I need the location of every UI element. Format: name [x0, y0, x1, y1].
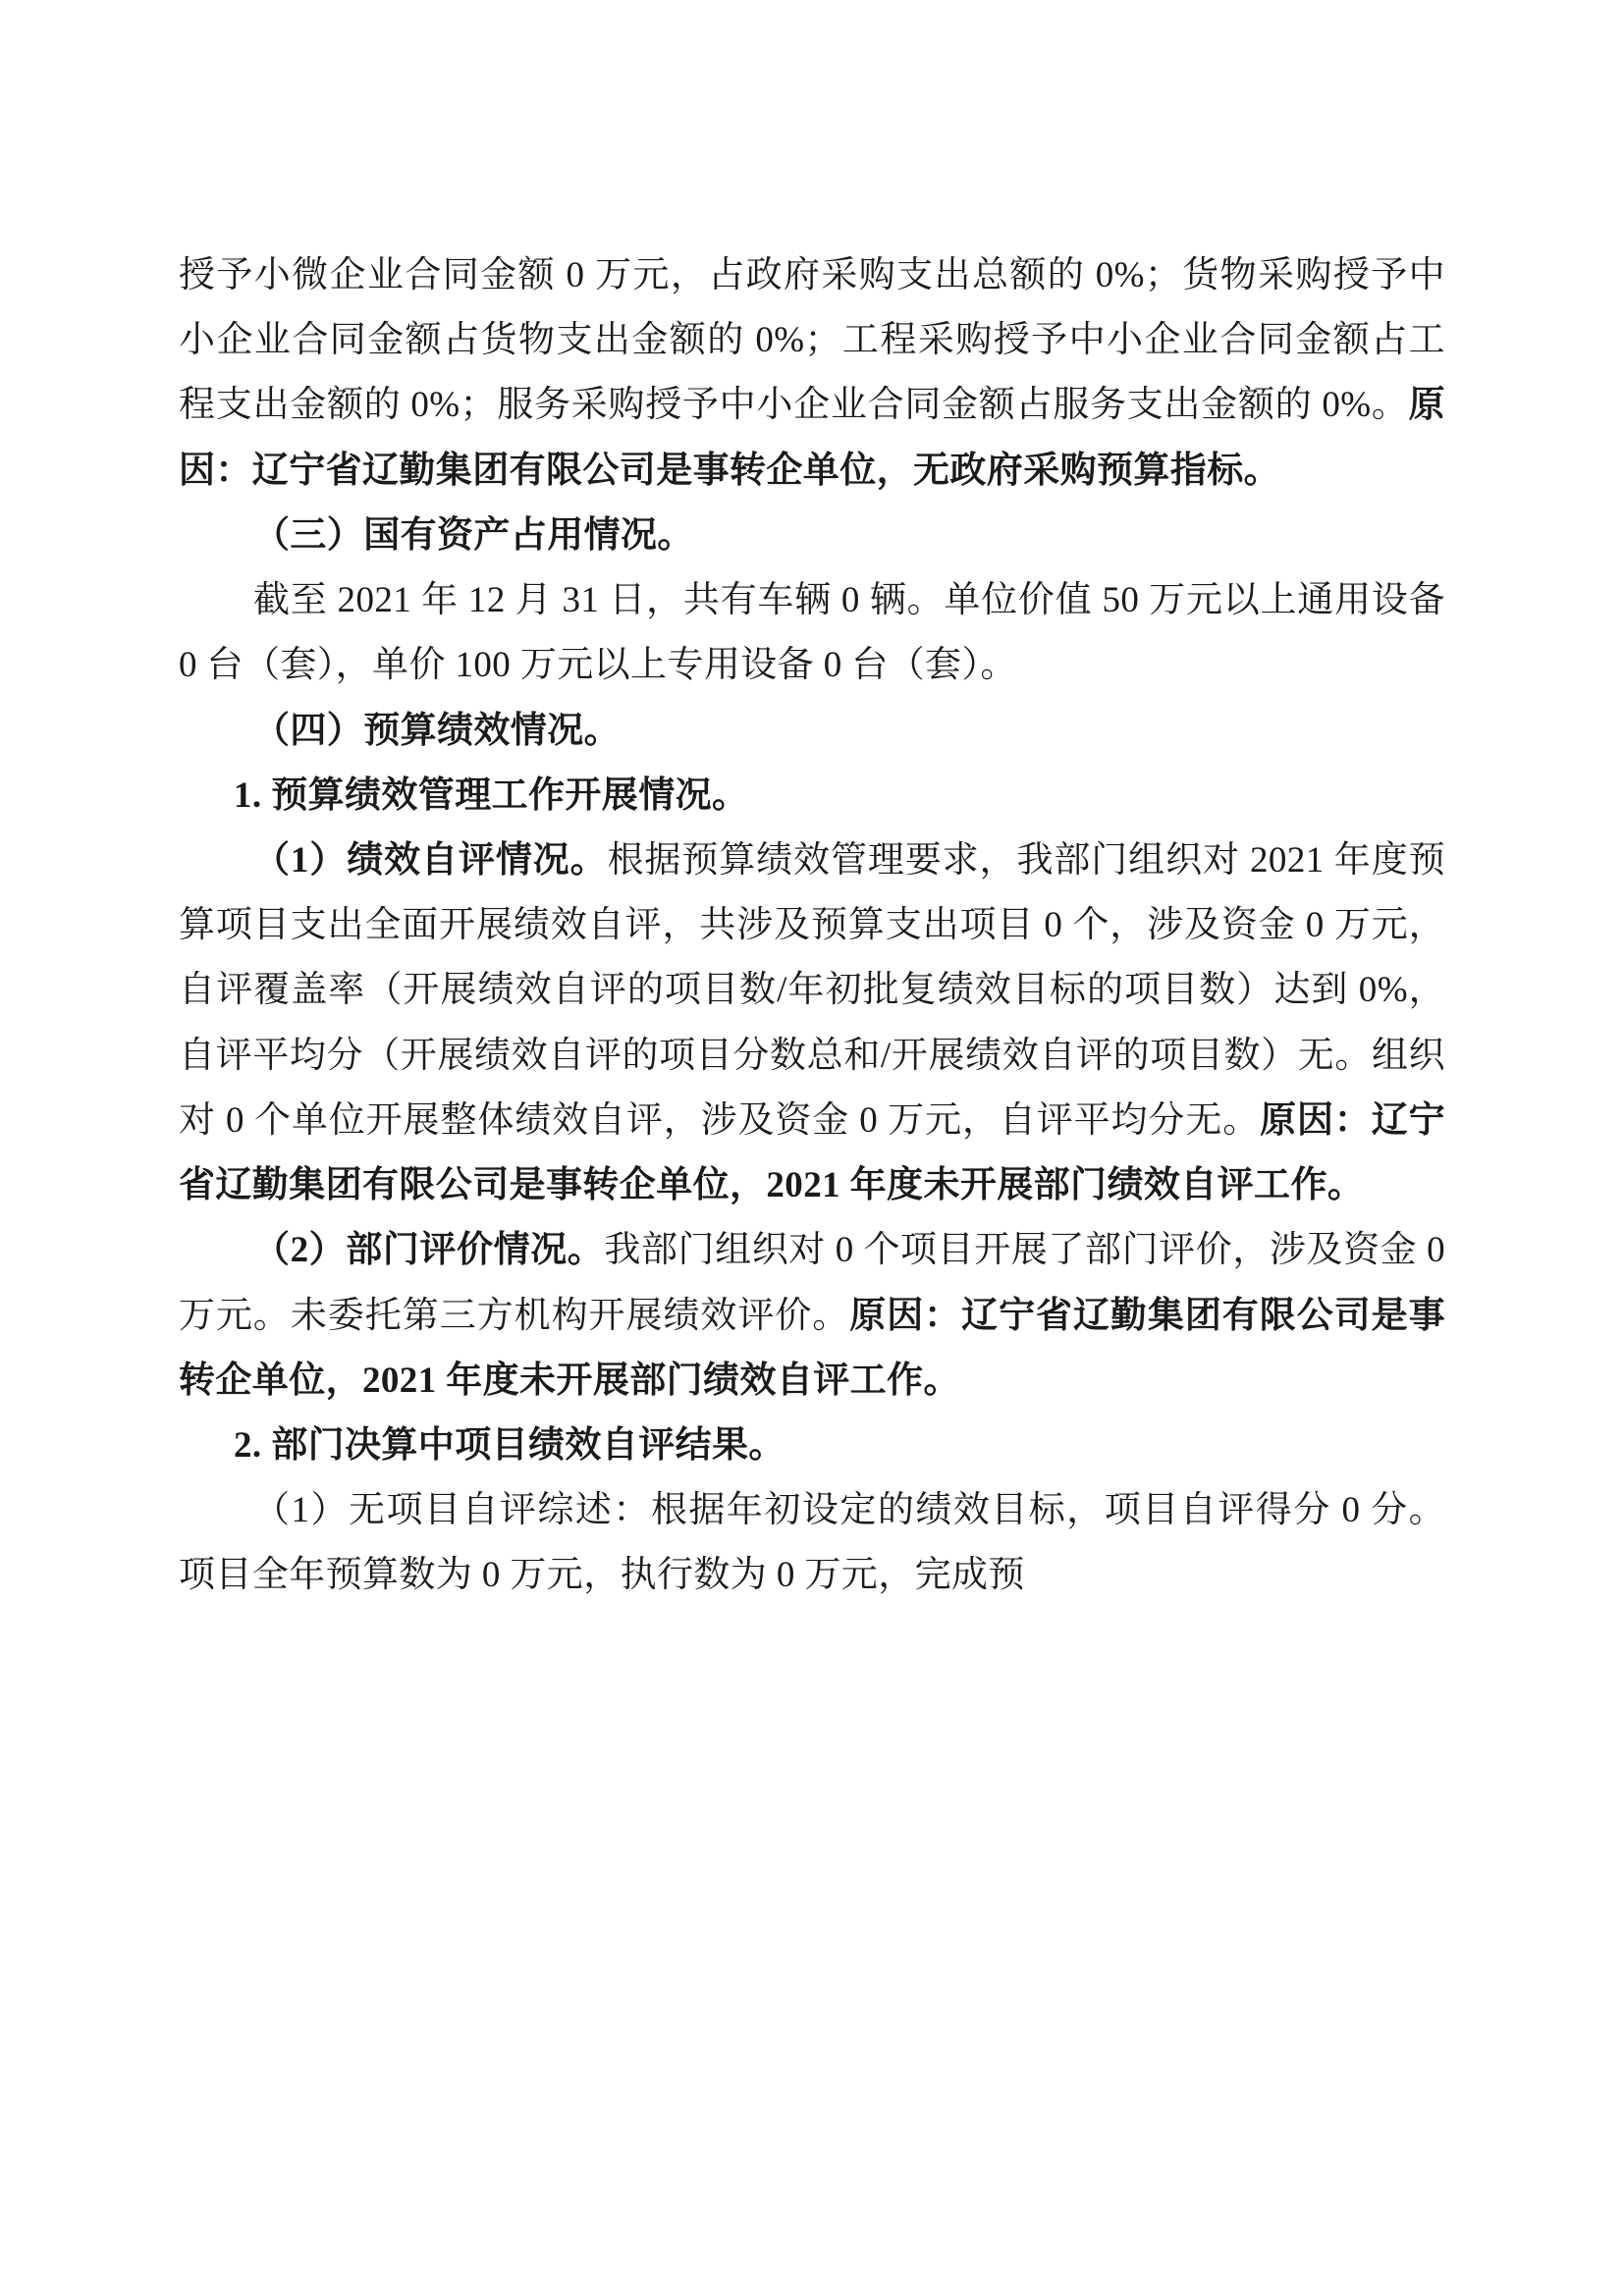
- paragraph-p3: [179, 568, 1445, 698]
- paragraph-p6: [179, 828, 1445, 1218]
- text-run: （1）无项目自评综述：根据年初设定的绩效目标，项目自评得分 0 分。项目全年预算数为 0 万元，执行数为 0 万元，完成预: [179, 1490, 1445, 1596]
- paragraph-p8: [179, 1414, 1445, 1478]
- text-run: 根据预算绩效管理要求，我部门组织对 2021 年度预算项目支出全面开展绩效自评，共涉及预算支出项目 0 个，涉及资金 0 万元，自评覆盖率（开展绩效自评的项目数/年初批复绩效目标的项目数）达到 0%，自评平均分（开展绩效自评的项目分数总和/开展绩效自评的项目数）无。组织对 0 个单位开展整体绩效自评，涉及资金 0 万元，自评平均分无。: [179, 839, 1445, 1141]
- emphasis-run: （三）国有资产占用情况。: [253, 514, 694, 556]
- paragraph-p4: [179, 699, 1445, 764]
- paragraph-p2: [179, 504, 1445, 568]
- paragraph-p5: [179, 764, 1445, 828]
- emphasis-run: （2）部门评价情况。: [253, 1230, 605, 1271]
- emphasis-run: 原因：辽宁省辽勤集团有限公司是事转企单位，2021 年度未开展部门绩效自评工作。: [179, 1295, 1445, 1401]
- emphasis-run: 原因：辽宁省辽勤集团有限公司是事转企单位，无政府采购预算指标。: [179, 385, 1445, 491]
- text-run: 截至 2021 年 12 月 31 日，共有车辆 0 辆。单位价值 50 万元以上通用设备 0 台（套），单价 100 万元以上专用设备 0 台（套）。: [179, 580, 1445, 686]
- text-run: 我部门组织对 0 个项目开展了部门评价，涉及资金 0 万元。未委托第三方机构开展绩效评价。: [179, 1230, 1446, 1336]
- document-body: [179, 243, 1445, 1609]
- emphasis-run: （1）绩效自评情况。: [253, 839, 608, 881]
- emphasis-run: （四）预算绩效情况。: [253, 710, 621, 751]
- emphasis-run: 1. 预算绩效管理工作开展情况。: [234, 774, 749, 816]
- paragraph-p7: [179, 1218, 1445, 1414]
- emphasis-run: 2. 部门决算中项目绩效自评结果。: [234, 1424, 785, 1466]
- paragraph-p9: [179, 1478, 1445, 1608]
- paragraph-p1: [179, 243, 1445, 504]
- emphasis-run: 原因：辽宁省辽勤集团有限公司是事转企单位，2021 年度未开展部门绩效自评工作。: [179, 1099, 1445, 1206]
- text-run: 授予小微企业合同金额 0 万元，占政府采购支出总额的 0%；货物采购授予中小企业合同金额占货物支出金额的 0%；工程采购授予中小企业合同金额占工程支出金额的 0%；服务采购授予中小企业合同金额占服务支出金额的 0%。: [179, 255, 1445, 426]
